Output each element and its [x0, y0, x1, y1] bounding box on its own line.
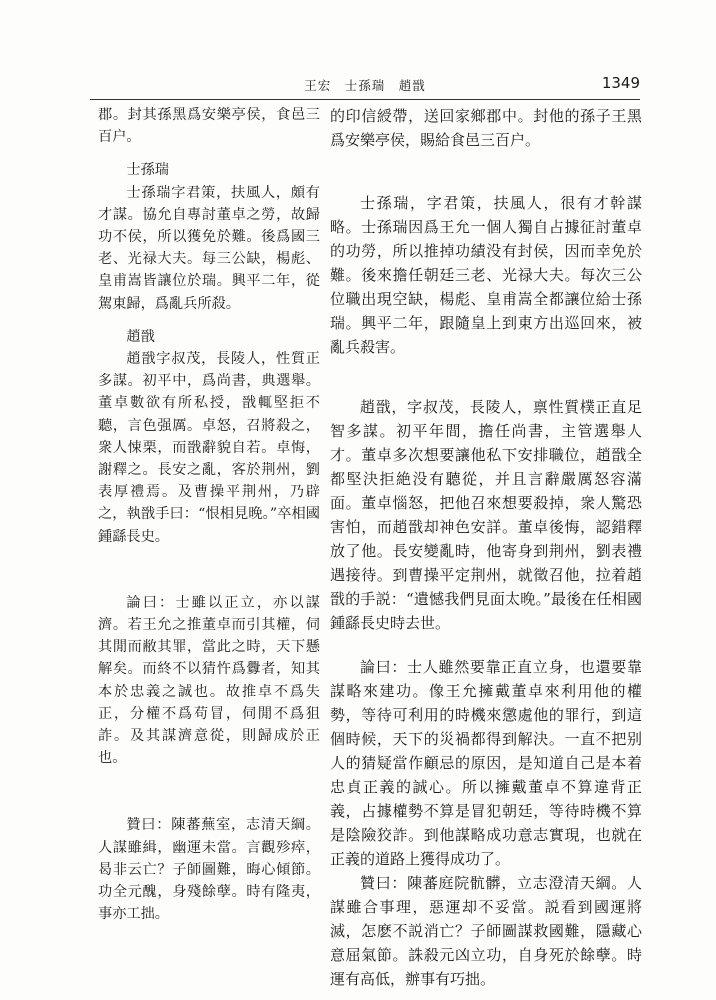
- classical-eulogy: 贊曰：陳蕃蕪室，志清天綱。人謀雖緝，幽運未當。言觀殄瘁，曷非云亡？子師圖難，晦心傾節。功全元醜，身殘餘孽。時有隆夷，事亦工拙。: [98, 817, 320, 923]
- section-heading-zhao-jian: 趙戩: [126, 328, 155, 345]
- translation-paragraph: 士孫瑞，字君策，扶風人，很有才幹謀略。士孫瑞因爲王允一個人獨自占據征討董卓的功勞，所以推掉功績没有封侯，因而幸免於難。後來擔任朝廷三老、光禄大夫。每次三公位職出現空缺，楊彪、皇甫嵩全都讓位給士孫瑞。興平二年，跟隨皇上到東方出巡回來，被亂兵殺害。: [330, 194, 642, 356]
- classical-text-column: [98, 104, 320, 926]
- header-rule: [90, 99, 640, 100]
- page-number: 1349: [601, 74, 640, 92]
- modern-translation-column: [330, 104, 642, 991]
- section-heading-shisun-rui: 士孫瑞: [126, 162, 169, 179]
- classical-paragraph: 士孫瑞字君策，扶風人，頗有才謀。協允自專討董卓之勞，故歸功不侯，所以獲免於難。後爲國三老、光禄大夫。每三公缺，楊彪、皇甫嵩皆讓位於瑞。興平二年，從駕東歸，爲亂兵所殺。: [98, 184, 320, 312]
- running-title: 王宏 士孫瑞 趙戩: [304, 78, 426, 93]
- page-header: [90, 74, 640, 96]
- classical-paragraph: 趙戩字叔茂，長陵人，性質正多謀。初平中，爲尚書，典選舉。董卓數欲有所私授，戩輒堅拒不聽，言色强厲。卓怒，召將殺之，衆人悚栗，而戩辭貌自若。卓悔，謝釋之。長安之亂，客於荆州，劉表厚禮焉。及曹操平荆州，乃辟之，執戩手曰：“恨相見晚。”卒相國鍾繇長史。: [98, 351, 320, 545]
- classical-commentary: 論曰：士雖以正立，亦以謀濟。若王允之推董卓而引其權，伺其閒而敝其罪，當此之時，天下懸解矣。而終不以猜忤爲釁者，知其本於忠義之誠也。故推卓不爲失正，分權不爲苟冒，伺閒不爲狙詐。及其謀濟意從，則歸成於正也。: [98, 594, 320, 767]
- translation-paragraph: 的印信綬帶，送回家鄉郡中。封他的孫子王黑爲安樂亭侯，賜給食邑三百户。: [330, 107, 642, 149]
- translation-paragraph: 趙戩，字叔茂，長陵人，禀性質樸正直足智多謀。初平年間，擔任尚書，主管選舉人才。董卓多次想要讓他私下安排職位，趙戩全都堅決拒絶没有聽從，并且言辭嚴厲怒容滿面。董卓惱怒，把他召來想要殺掉，衆人驚恐害怕，而趙戩却神色安詳。董卓後悔，認錯釋放了他。長安變亂時，他寄身到荆州，劉表禮遇接待。到曹操平定荆州，就徵召他，拉着趙戩的手説：“遺憾我們見面太晚。”最後在任相國鍾繇長史時去世。: [330, 398, 642, 632]
- classical-paragraph: 郡。封其孫黑爲安樂亭侯，食邑三百户。: [98, 107, 320, 146]
- translation-eulogy: 贊曰：陳蕃庭院骯髒，立志澄清天綱。人謀雖合事理，惡運却不妥當。説看到國運將滅，怎麽不説消亡？子師圖謀救國難，隱藏心意屈氣節。誅殺元凶立功，自身死於餘孽。時運有高低，辦事有巧拙。: [330, 874, 642, 988]
- translation-commentary: 論曰：士人雖然要靠正直立身，也還要靠謀略來建功。像王允擁戴董卓來利用他的權勢，等待可利用的時機來懲處他的罪行，到這個時候，天下的災禍都得到解決。一直不把别人的猜疑當作顧忌的原因，是知道自己是本着忠貞正義的誠心。所以擁戴董卓不算違背正義，占據權勢不算是冒犯朝廷，等待時機不算是陰險狡詐。到他謀略成功意志實現，也就在正義的道路上獲得成功了。: [330, 658, 642, 868]
